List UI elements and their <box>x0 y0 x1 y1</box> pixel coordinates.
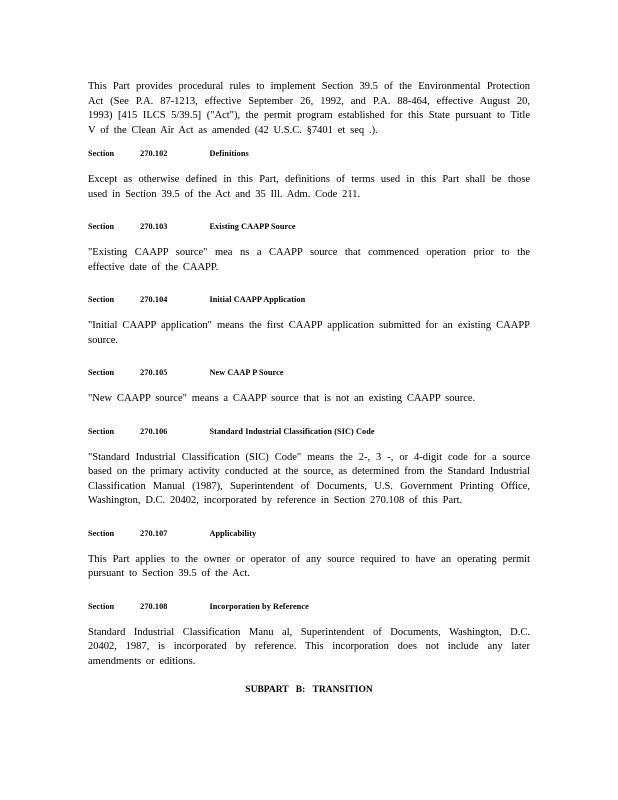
spacer <box>88 357 530 366</box>
section-heading-270-107 <box>88 527 530 540</box>
section-label: Section <box>88 426 115 436</box>
subpart-heading: SUBPART B: TRANSITION <box>245 685 373 695</box>
spacer <box>88 416 530 425</box>
section-number: 270.102 <box>140 149 168 158</box>
incorporation-paragraph: Standard Industrial Classification Manu al, Superintendent of Documents, Washington, D.C. 20402, 1987, is incorporated by reference. This incorporation does not include any later amendments or editions. <box>88 626 530 667</box>
section-label: Section <box>88 149 115 158</box>
section-number: 270.104 <box>140 295 168 304</box>
section-heading-270-106 <box>88 425 530 438</box>
sic-paragraph: "Standard Industrial Classification (SIC) Code" means the 2-, 3 -, or 4-digit code for a source based on the primary activity conducted at the source, as determined from the Standard Industrial Classification Manual (1987), Superintendent of Documents, U.S. Government Printing Office, Washington, D.C. 20402, incorporated by reference in Section 270.108 of this Part. <box>88 451 530 506</box>
section-number: 270.107 <box>140 528 168 538</box>
section-label: Section <box>88 222 115 231</box>
section-label: Section <box>88 295 115 304</box>
section-number: 270.108 <box>140 601 168 611</box>
spacer <box>88 160 530 173</box>
section-title: Existing CAAPP Source <box>209 222 296 231</box>
section-title: Initial CAAPP Application <box>209 295 306 304</box>
section-title: Applicability <box>209 528 257 538</box>
spacer <box>88 540 530 553</box>
section-heading-270-105 <box>88 366 530 379</box>
section-title: Definitions <box>209 149 249 158</box>
section-number: 270.106 <box>140 426 168 436</box>
section-number: 270.103 <box>140 222 168 231</box>
initial-application-paragraph: "Initial CAAPP application" means the first CAAPP application submitted for an existing CAAPP source. <box>88 320 530 346</box>
section-title: Standard Industrial Classification (SIC) Code <box>209 426 375 436</box>
section-heading-270-104 <box>88 293 530 306</box>
section-heading-270-103 <box>88 220 530 233</box>
spacer <box>88 613 530 626</box>
section-title: New CAAP P Source <box>209 368 284 377</box>
spacer <box>88 591 530 600</box>
spacer <box>88 379 530 392</box>
spacer <box>88 438 530 451</box>
section-label: Section <box>88 528 115 538</box>
section-heading-270-108 <box>88 600 530 613</box>
definitions-paragraph: Except as otherwise defined in this Part, definitions of terms used in this Part shall be those used in Section 39.5 of the Act and 35 Ill. Adm. Code 211. <box>88 174 530 200</box>
spacer <box>88 233 530 246</box>
section-title: Incorporation by Reference <box>209 601 309 611</box>
section-label: Section <box>88 368 115 377</box>
existing-caapp-paragraph: "Existing CAAPP source" mea ns a CAAPP source that commenced operation prior to the effective date of the CAAPP. <box>88 247 530 273</box>
section-label: Section <box>88 601 115 611</box>
section-heading-270-102 <box>88 147 530 160</box>
applicability-paragraph: This Part applies to the owner or operator of any source required to have an operating permit pursuant to Section 39.5 of the Act. <box>88 553 530 579</box>
section-number: 270.105 <box>140 368 168 377</box>
spacer <box>88 284 530 293</box>
intro-paragraph: This Part provides procedural rules to implement Section 39.5 of the Environmental Protection Act (See P.A. 87-1213, effective September 26, 1992, and P.A. 88-464, effective August 20, 1993) [415 ILCS 5/39.5] ("Act"), the permit program established for this State pursuant to Title V of the Clean Air Act as amended (42 U.S.C. §7401 et seq .). <box>88 81 530 136</box>
spacer <box>88 211 530 220</box>
spacer <box>88 306 530 319</box>
new-source-paragraph: "New CAAPP source" means a CAAPP source that is not an existing CAAPP source. <box>88 393 476 404</box>
spacer <box>88 518 530 527</box>
